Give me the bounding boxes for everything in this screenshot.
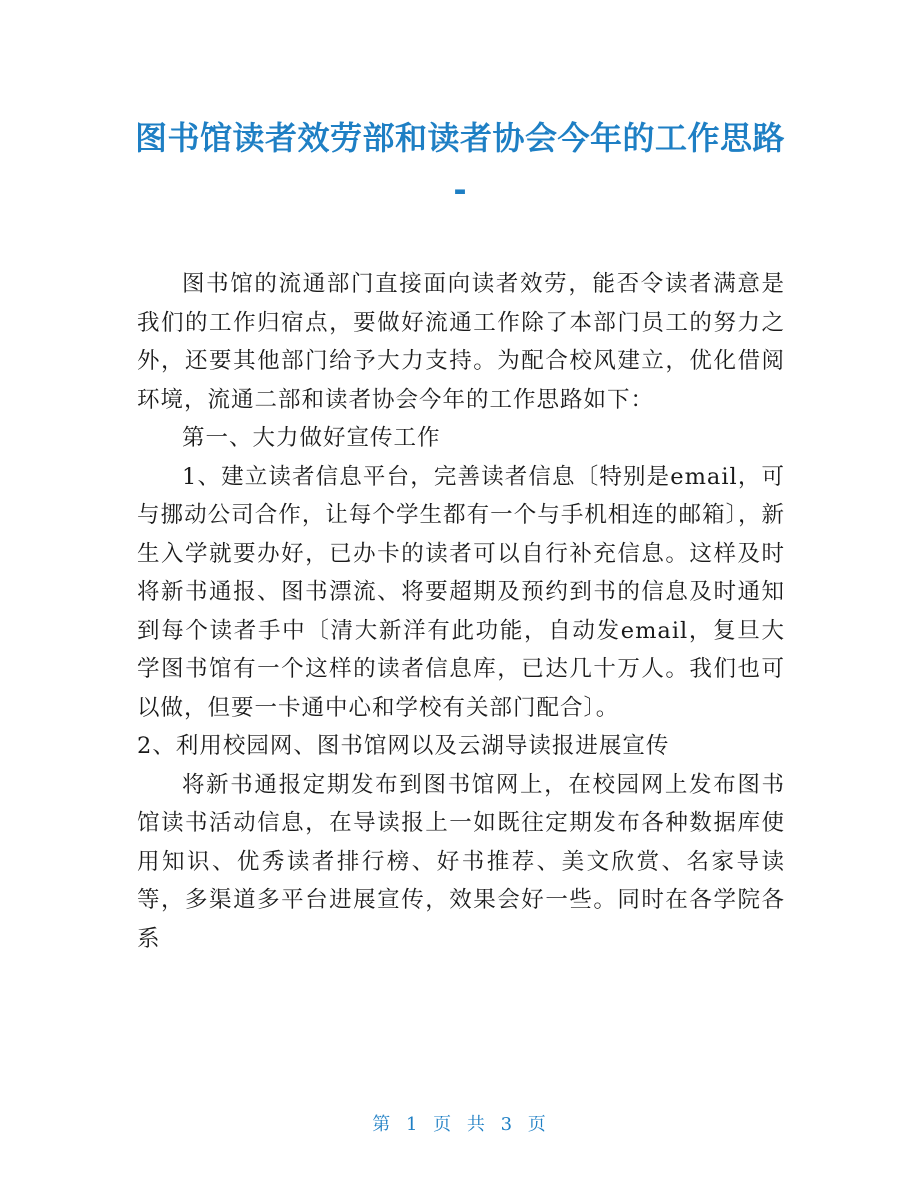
section-heading-2: 2、利用校园网、图书馆网以及云湖导读报进展宣传 xyxy=(137,733,670,759)
section-heading-1: 第一、大力做好宣传工作 xyxy=(182,425,441,451)
page-footer: 第 1 页 共 3 页 xyxy=(372,1114,548,1135)
document-body xyxy=(137,265,785,958)
paragraph-item-2: 将新书通报定期发布到图书馆网上，在校园网上发布图书馆读书活动信息，在导读报上一如既往定期发布各种数据库使用知识、优秀读者排行榜、好书推荐、美文欣赏、名家导读等，多渠道多平台进展宣传，效果会好一些。同时在各学院各系 xyxy=(137,771,785,952)
page-title: 图书馆读者效劳部和读者协会今年的工作思路 xyxy=(134,119,785,157)
page-title-suffix: - xyxy=(453,171,467,209)
paragraph-item-1: 1、建立读者信息平台，完善读者信息〔特别是email，可与挪动公司合作，让每个学生都有一个与手机相连的邮箱〕，新生入学就要办好，已办卡的读者可以自行补充信息。这样及时将新书通报、图书漂流、将要超期及预约到书的信息及时通知到每个读者手中〔清大新洋有此功能，自动发email，复旦大学图书馆有一个这样的读者信息库，已达几十万人。我们也可以做，但要一卡通中心和学校有关部门配合〕。 xyxy=(137,463,785,721)
paragraph-intro: 图书馆的流通部门直接面向读者效劳，能否令读者满意是我们的工作归宿点，要做好流通工作除了本部门员工的努力之外，还要其他部门给予大力支持。为配合校风建立，优化借阅环境，流通二部和读者协会今年的工作思路如下： xyxy=(137,271,785,413)
